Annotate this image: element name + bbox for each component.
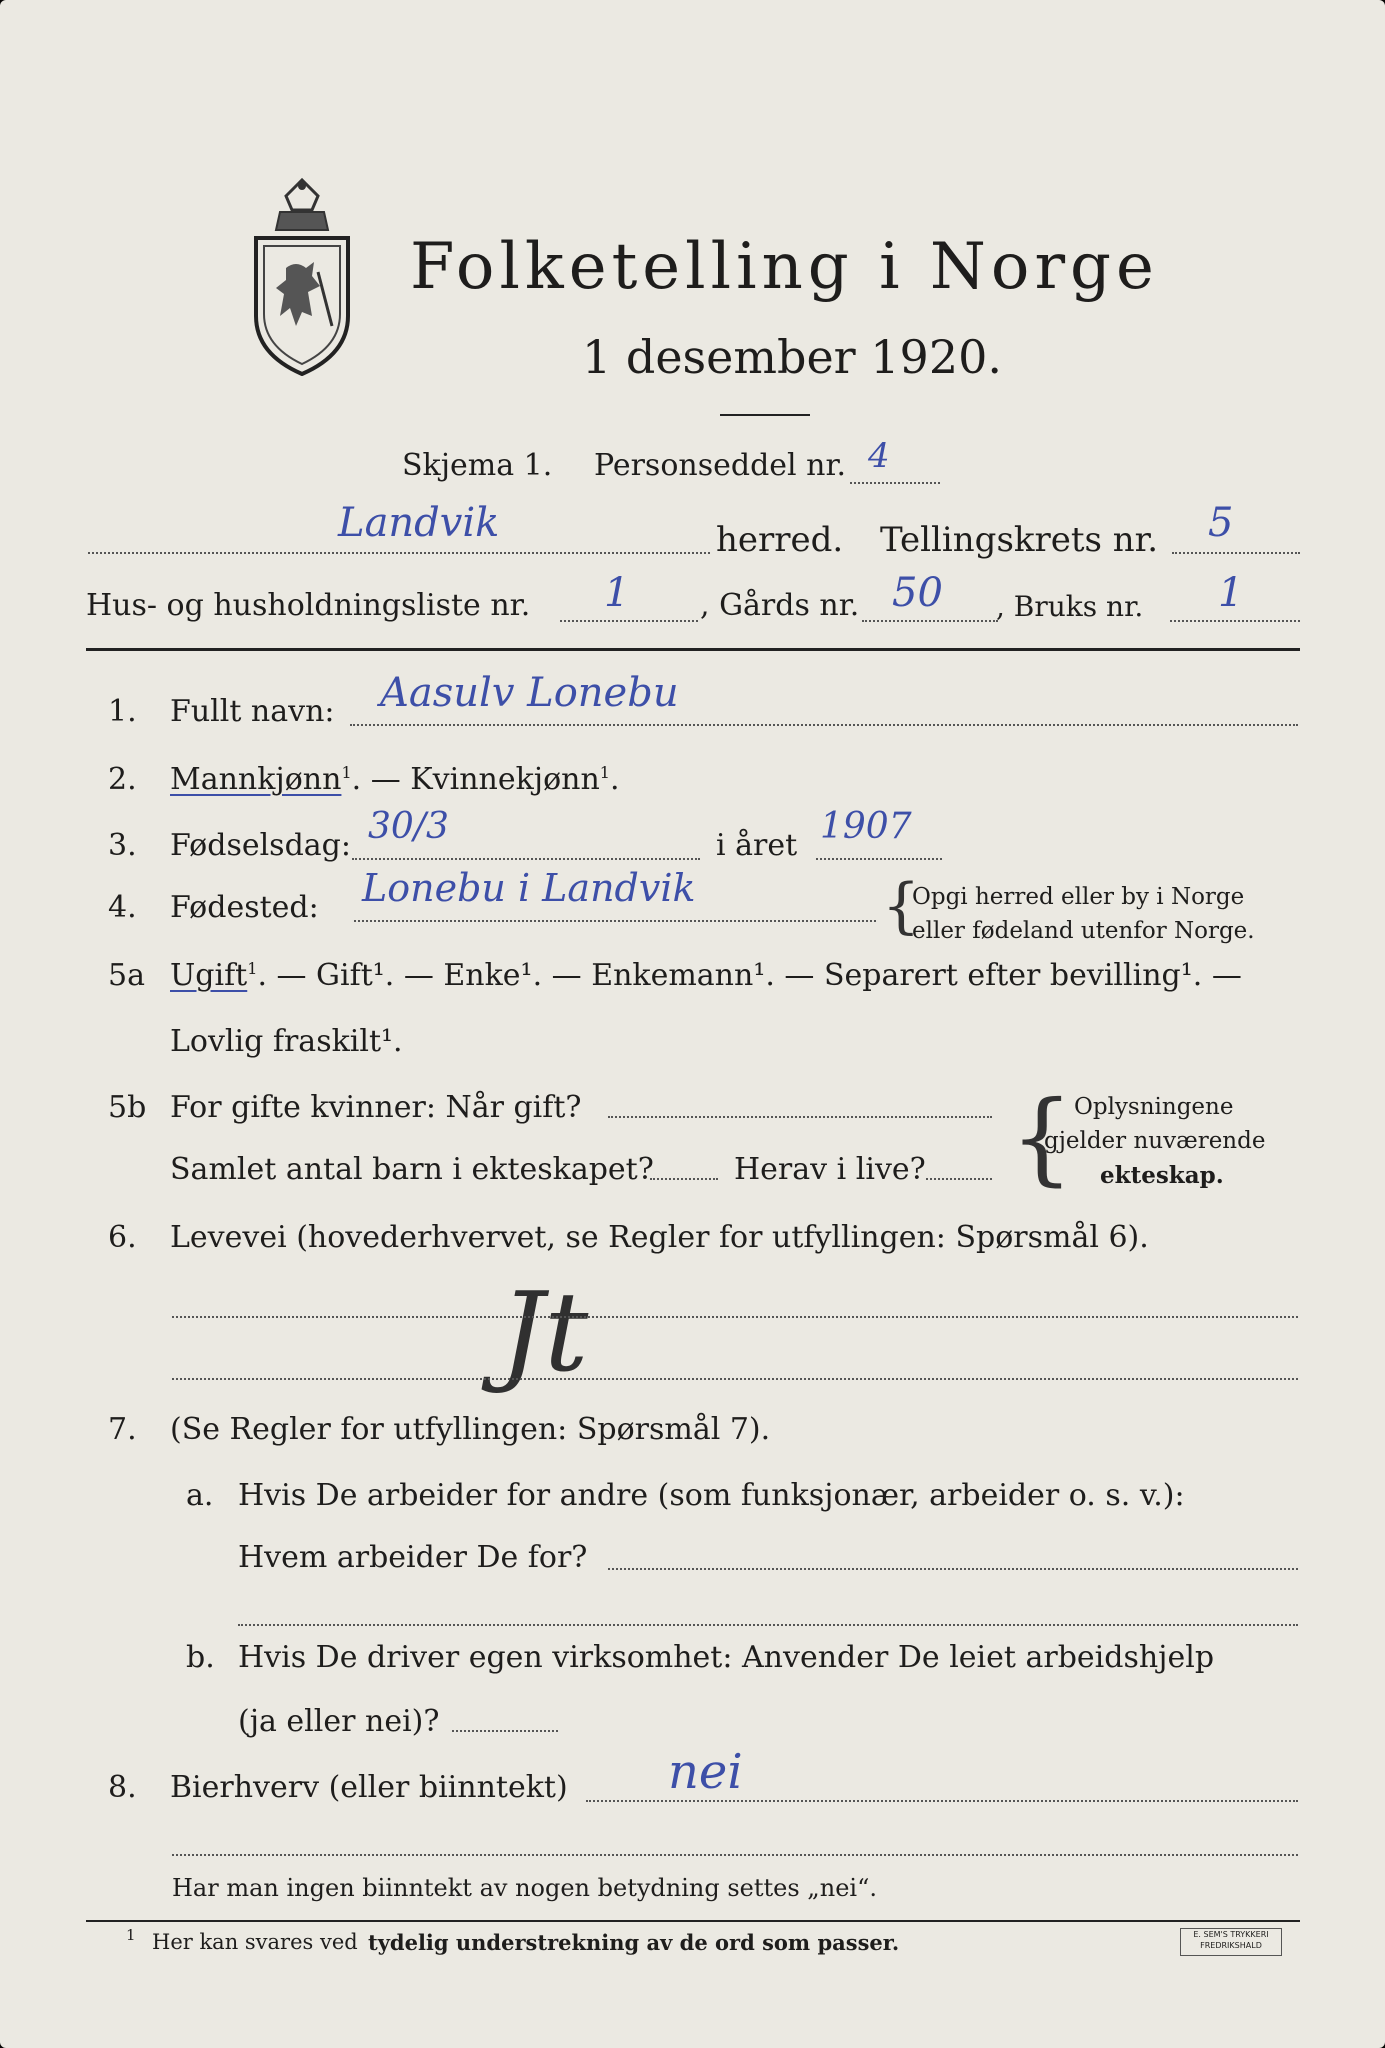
form-title: Folketelling i Norge xyxy=(410,230,1159,304)
q7b-line2: (ja eller nei)? xyxy=(238,1704,440,1739)
gards-label: , Gårds nr. xyxy=(700,588,860,623)
q5a-line2: Lovlig fraskilt¹. xyxy=(170,1024,403,1059)
header-divider xyxy=(86,648,1300,651)
q7b-line1: Hvis De driver egen virksomhet: Anvender De leiet arbeidshjelp xyxy=(238,1640,1215,1675)
q3-line xyxy=(352,858,700,860)
q3-year-value: 1907 xyxy=(820,806,912,847)
tellingskrets-value: 5 xyxy=(1208,500,1234,546)
q8-value: nei xyxy=(668,1744,743,1800)
q5b-line2b: Herav i live? xyxy=(734,1152,926,1187)
herred-label: herred. xyxy=(716,520,844,560)
footnote-divider xyxy=(86,1920,1300,1922)
q2-female-option[interactable]: Kvinnekjønn xyxy=(410,762,600,797)
q7a-dots-2 xyxy=(238,1624,1298,1626)
q6-line-1 xyxy=(172,1316,1298,1318)
q5b-line1: For gifte kvinner: Når gift? xyxy=(170,1090,582,1125)
q3-value: 30/3 xyxy=(368,806,449,847)
husliste-value: 1 xyxy=(604,570,630,616)
husliste-label: Hus- og husholdningsliste nr. xyxy=(86,588,531,623)
title-divider xyxy=(720,414,810,416)
q5b-note-1: Oplysningene xyxy=(1074,1094,1234,1120)
q7b-letter: b. xyxy=(186,1640,215,1675)
q7a-line1: Hvis De arbeider for andre (som funksjonær, arbeider o. s. v.): xyxy=(238,1478,1185,1513)
footnote-number: 1 xyxy=(126,1926,136,1944)
q2-sup: 1 xyxy=(341,763,352,782)
tellingskrets-label: Tellingskrets nr. xyxy=(880,520,1159,560)
schema-label: Skjema 1. xyxy=(402,448,553,483)
q8-label: Bierhverv (eller biinntekt) xyxy=(170,1770,568,1805)
q4-note-2: eller fødeland utenfor Norge. xyxy=(912,918,1255,944)
q3-label: Fødselsdag: xyxy=(170,828,351,863)
printer-stamp xyxy=(1180,1928,1282,1956)
q5a-number: 5a xyxy=(108,958,145,993)
tellingskrets-line xyxy=(1172,552,1300,554)
q8-line-2 xyxy=(172,1854,1298,1856)
q5b-line2a: Samlet antal barn i ekteskapet? xyxy=(170,1152,654,1187)
bruks-line xyxy=(1170,620,1300,622)
q3-year-label: i året xyxy=(716,828,798,863)
q2-separator: . — xyxy=(351,762,411,797)
q7-label: (Se Regler for utfyllingen: Spørsmål 7). xyxy=(170,1412,771,1447)
q3-year-line xyxy=(816,858,942,860)
q8-line-1 xyxy=(586,1800,1298,1802)
q2-end: . xyxy=(609,762,620,797)
q1-number: 1. xyxy=(108,694,137,729)
norwegian-coat-of-arms-icon xyxy=(246,176,358,376)
q5b-note-3: ekteskap. xyxy=(1100,1162,1224,1189)
q1-label: Fullt navn: xyxy=(170,694,335,729)
q2-male-option[interactable]: Mannkjønn xyxy=(170,762,342,797)
q7a-letter: a. xyxy=(186,1478,214,1513)
q5a-options: . — Gift¹. — Enke¹. — Enkemann¹. — Separert efter bevilling¹. — xyxy=(257,958,1242,993)
q5a-sup: 1 xyxy=(247,959,258,978)
q2-sup-2: 1 xyxy=(599,763,610,782)
q7-number: 7. xyxy=(108,1412,137,1447)
q4-number: 4. xyxy=(108,890,137,925)
footnote-text-a: Her kan svares ved xyxy=(152,1930,358,1954)
herred-value: Landvik xyxy=(338,500,500,546)
footer-note: Har man ingen biinntekt av nogen betydning settes „nei“. xyxy=(172,1874,877,1902)
q4-brace: { xyxy=(882,871,921,941)
q6-value: Jt xyxy=(500,1268,589,1396)
q5b-number: 5b xyxy=(108,1090,147,1125)
q7a-dots-1 xyxy=(608,1568,1298,1570)
q5b-brace: { xyxy=(1010,1079,1074,1196)
q1-line xyxy=(350,724,1298,726)
q1-value: Aasulv Lonebu xyxy=(380,670,679,716)
q6-number: 6. xyxy=(108,1220,137,1255)
personseddel-label: Personseddel nr. xyxy=(594,448,847,483)
q4-label: Fødested: xyxy=(170,890,319,925)
q4-line xyxy=(354,920,876,922)
herred-line xyxy=(88,552,710,554)
q5b-line2a-dots xyxy=(650,1178,718,1180)
gards-line xyxy=(862,620,998,622)
q4-note-1: Opgi herred eller by i Norge xyxy=(912,884,1245,910)
bruks-label: , Bruks nr. xyxy=(996,590,1144,623)
q2-number: 2. xyxy=(108,762,137,797)
bruks-value: 1 xyxy=(1218,570,1244,616)
q8-number: 8. xyxy=(108,1770,137,1805)
husliste-line xyxy=(560,620,698,622)
q6-line-2 xyxy=(172,1378,1298,1380)
q3-number: 3. xyxy=(108,828,137,863)
personseddel-line xyxy=(850,482,940,484)
q5b-note-2: gjelder nuværende xyxy=(1044,1128,1266,1154)
q5a-ugift-option[interactable]: Ugift xyxy=(170,958,248,993)
footnote-text-b: tydelig understrekning av de ord som passer. xyxy=(368,1930,900,1955)
q7a-line2: Hvem arbeider De for? xyxy=(238,1540,588,1575)
form-date: 1 desember 1920. xyxy=(582,330,1002,384)
q6-label: Levevei (hovederhvervet, se Regler for utfyllingen: Spørsmål 6). xyxy=(170,1220,1149,1255)
personseddel-value: 4 xyxy=(868,436,890,476)
q5b-line1-dots xyxy=(608,1116,992,1118)
q4-value: Lonebu i Landvik xyxy=(362,866,696,910)
q7b-dots xyxy=(452,1730,558,1732)
q5b-line2b-dots xyxy=(926,1178,992,1180)
gards-value: 50 xyxy=(892,570,943,616)
printer-text: E. SEM'S TRYKKERI FREDRIKSHALD xyxy=(1193,1930,1269,1950)
